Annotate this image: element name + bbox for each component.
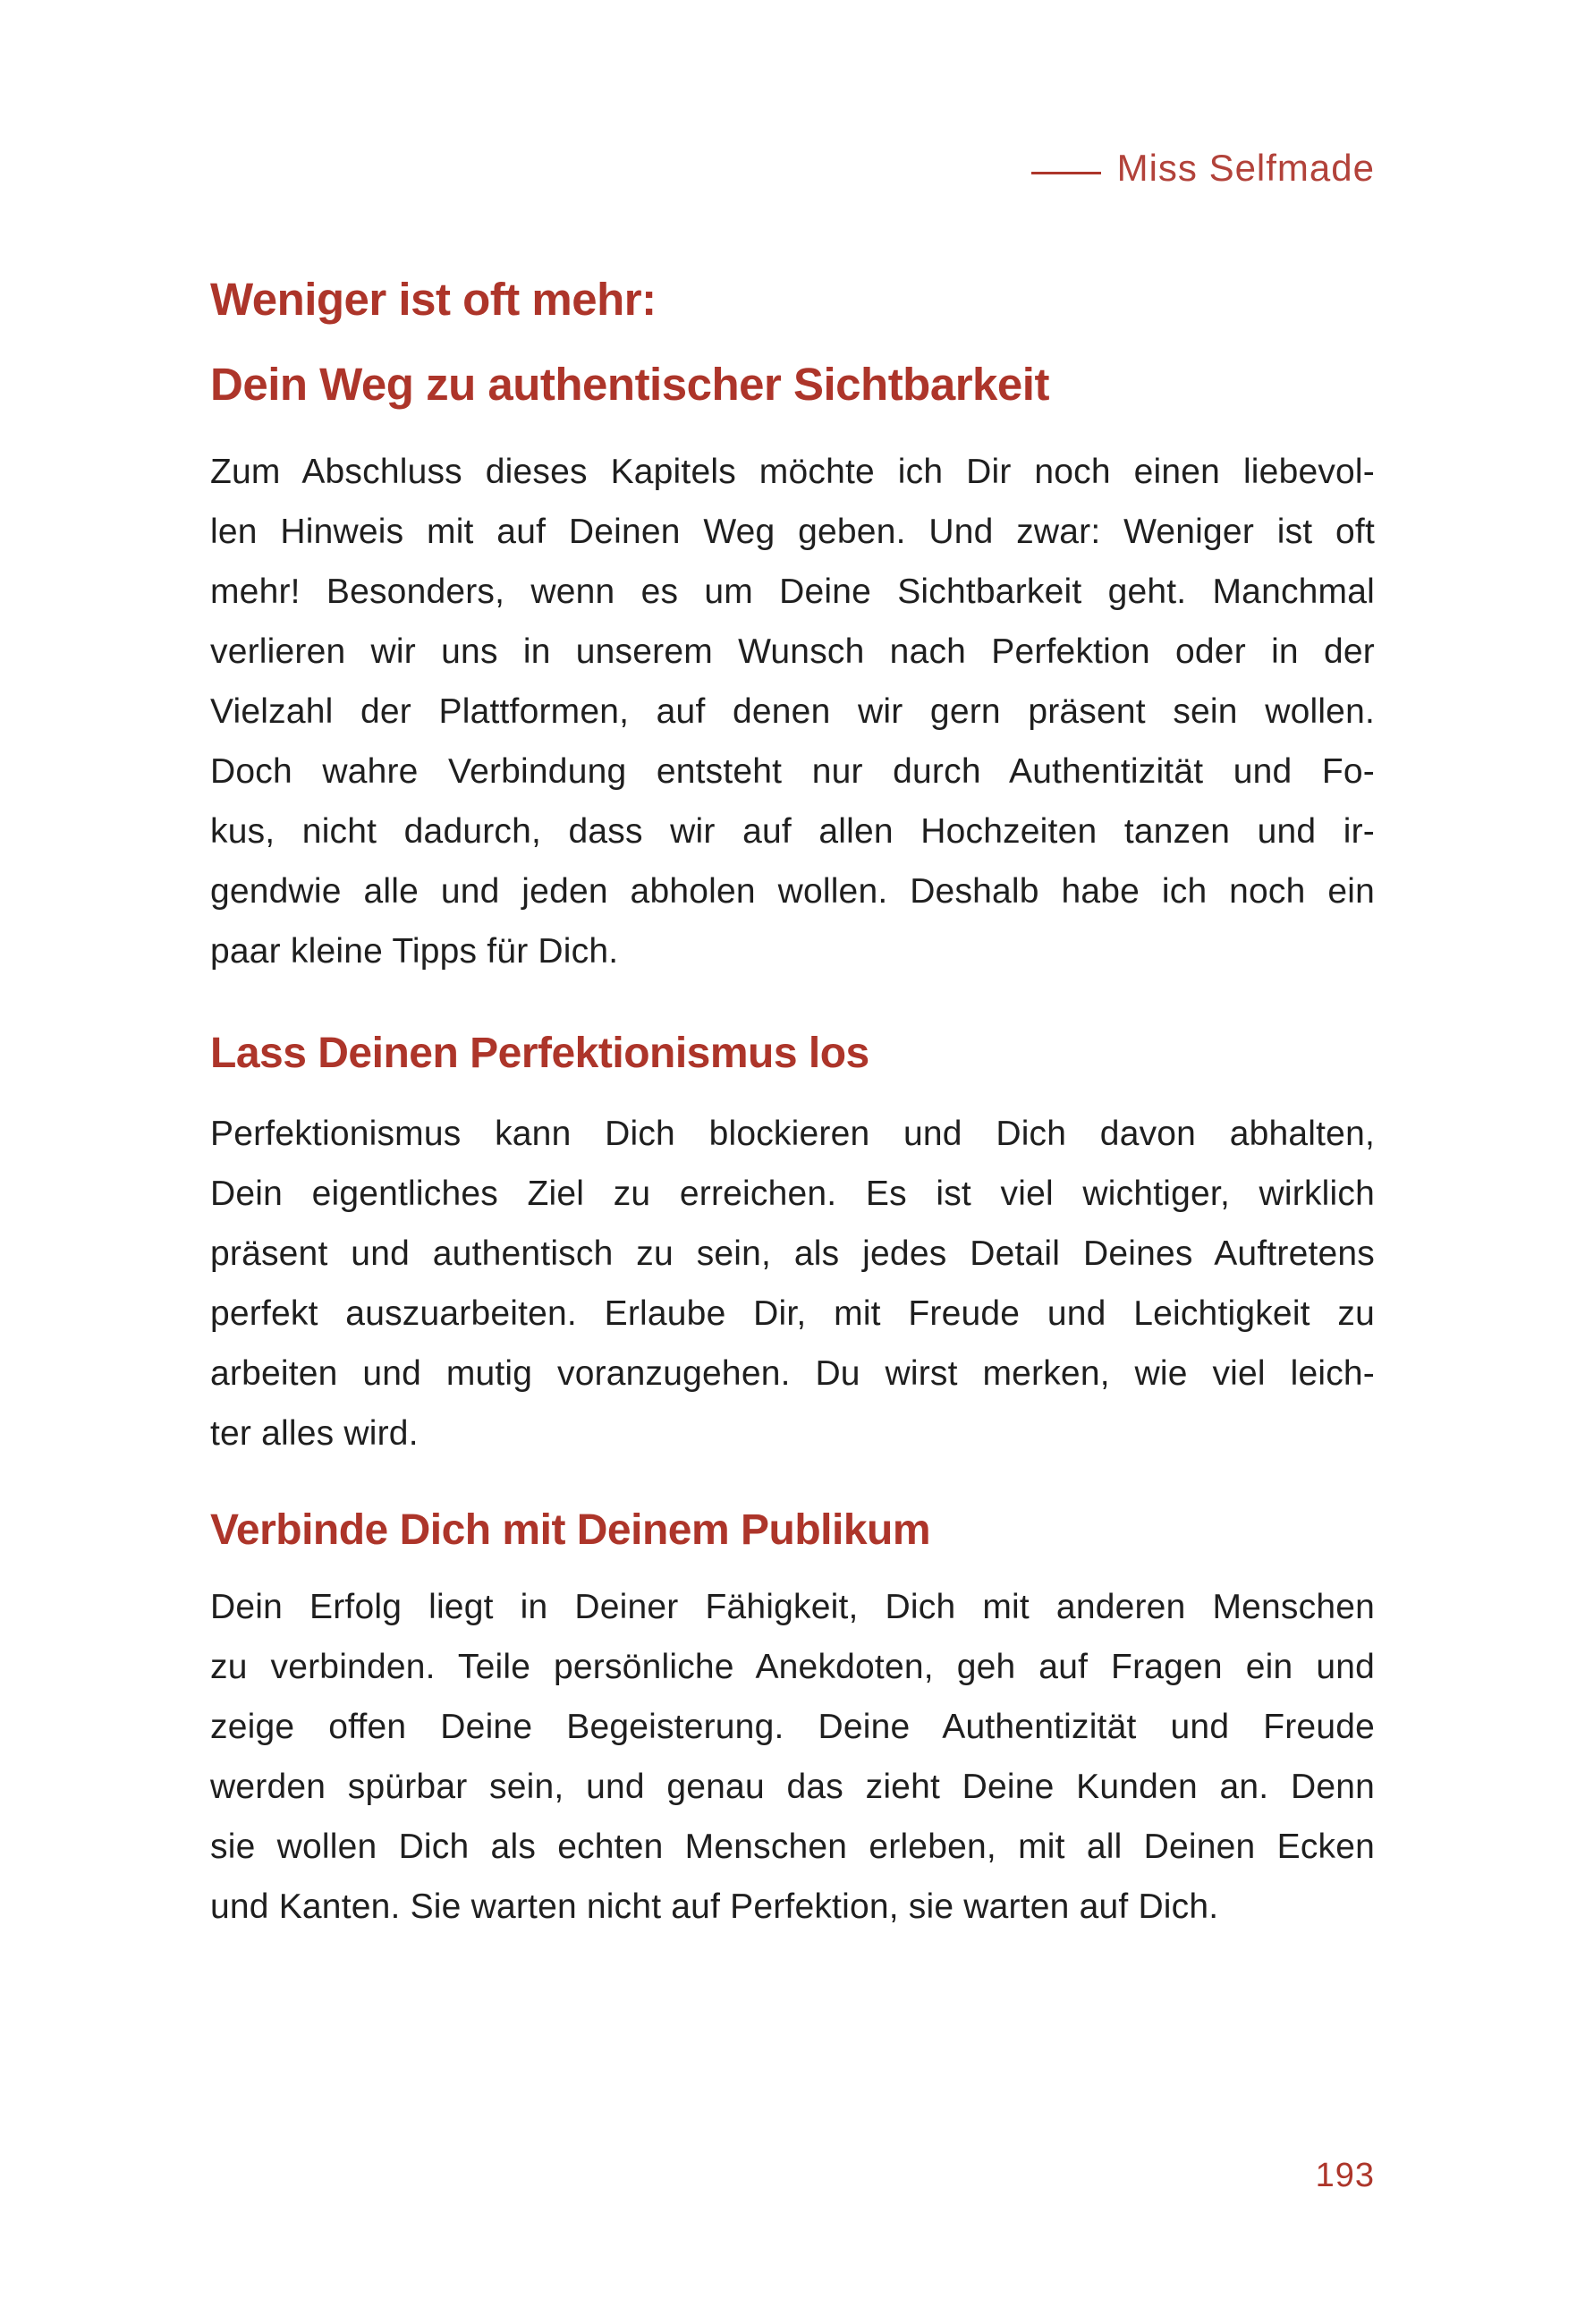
text-line: Perfektionismus kann Dich blockieren und Dich davon abhalten,	[210, 1115, 1375, 1153]
text-line: arbeiten und mutig voranzugehen. Du wirst merken, wie viel leich-	[210, 1354, 1375, 1393]
text-line: kus, nicht dadurch, dass wir auf allen Hochzeiten tanzen und ir-	[210, 812, 1375, 851]
header-rule	[1031, 172, 1101, 174]
text-line: gendwie alle und jeden abholen wollen. Deshalb habe ich noch ein	[210, 872, 1375, 911]
text-line: perfekt auszuarbeiten. Erlaube Dir, mit Freude und Leichtigkeit zu	[210, 1294, 1375, 1333]
text-line: präsent und authentisch zu sein, als jedes Detail Deines Auftretens	[210, 1234, 1375, 1273]
text-line: ter alles wird.	[210, 1414, 419, 1453]
text-line: len Hinweis mit auf Deinen Weg geben. Und zwar: Weniger ist oft	[210, 513, 1375, 551]
text-line: und Kanten. Sie warten nicht auf Perfektion, sie warten auf Dich.	[210, 1887, 1219, 1926]
text-line: zu verbinden. Teile persönliche Anekdoten, geh auf Fragen ein und	[210, 1648, 1375, 1686]
text-line: Dein eigentliches Ziel zu erreichen. Es ist viel wichtiger, wirklich	[210, 1175, 1375, 1213]
text-line: Dein Erfolg liegt in Deiner Fähigkeit, Dich mit anderen Menschen	[210, 1588, 1375, 1626]
text-line: mehr! Besonders, wenn es um Deine Sichtbarkeit geht. Manchmal	[210, 573, 1375, 611]
text-line: verlieren wir uns in unserem Wunsch nach Perfektion oder in der	[210, 632, 1375, 671]
text-line: Zum Abschluss dieses Kapitels möchte ich Dir noch einen liebevol-	[210, 453, 1375, 491]
text-line: Vielzahl der Plattformen, auf denen wir gern präsent sein wollen.	[210, 692, 1375, 731]
text-line: sie wollen Dich als echten Menschen erleben, mit all Deinen Ecken	[210, 1828, 1375, 1866]
intro-paragraph	[210, 442, 1375, 981]
text-line: werden spürbar sein, und genau das zieht Deine Kunden an. Denn	[210, 1768, 1375, 1806]
page-number: 193	[1315, 2157, 1375, 2194]
running-header	[1031, 146, 1375, 191]
chapter-title	[210, 257, 1375, 427]
section-paragraph-perfektionismus	[210, 1104, 1375, 1463]
section-paragraph-publikum	[210, 1577, 1375, 1937]
brand-name: Miss Selfmade	[1116, 147, 1375, 189]
chapter-title-line1: Weniger ist oft mehr:	[210, 274, 657, 325]
text-line: zeige offen Deine Begeisterung. Deine Authentizität und Freude	[210, 1708, 1375, 1746]
text-line: paar kleine Tipps für Dich.	[210, 932, 619, 971]
chapter-title-line2: Dein Weg zu authentischer Sichtbarkeit	[210, 359, 1049, 410]
text-line: Doch wahre Verbindung entsteht nur durch Authentizität und Fo-	[210, 752, 1375, 791]
section-heading-perfektionismus: Lass Deinen Perfektionismus los	[210, 1030, 869, 1077]
section-heading-publikum: Verbinde Dich mit Deinem Publikum	[210, 1506, 931, 1554]
